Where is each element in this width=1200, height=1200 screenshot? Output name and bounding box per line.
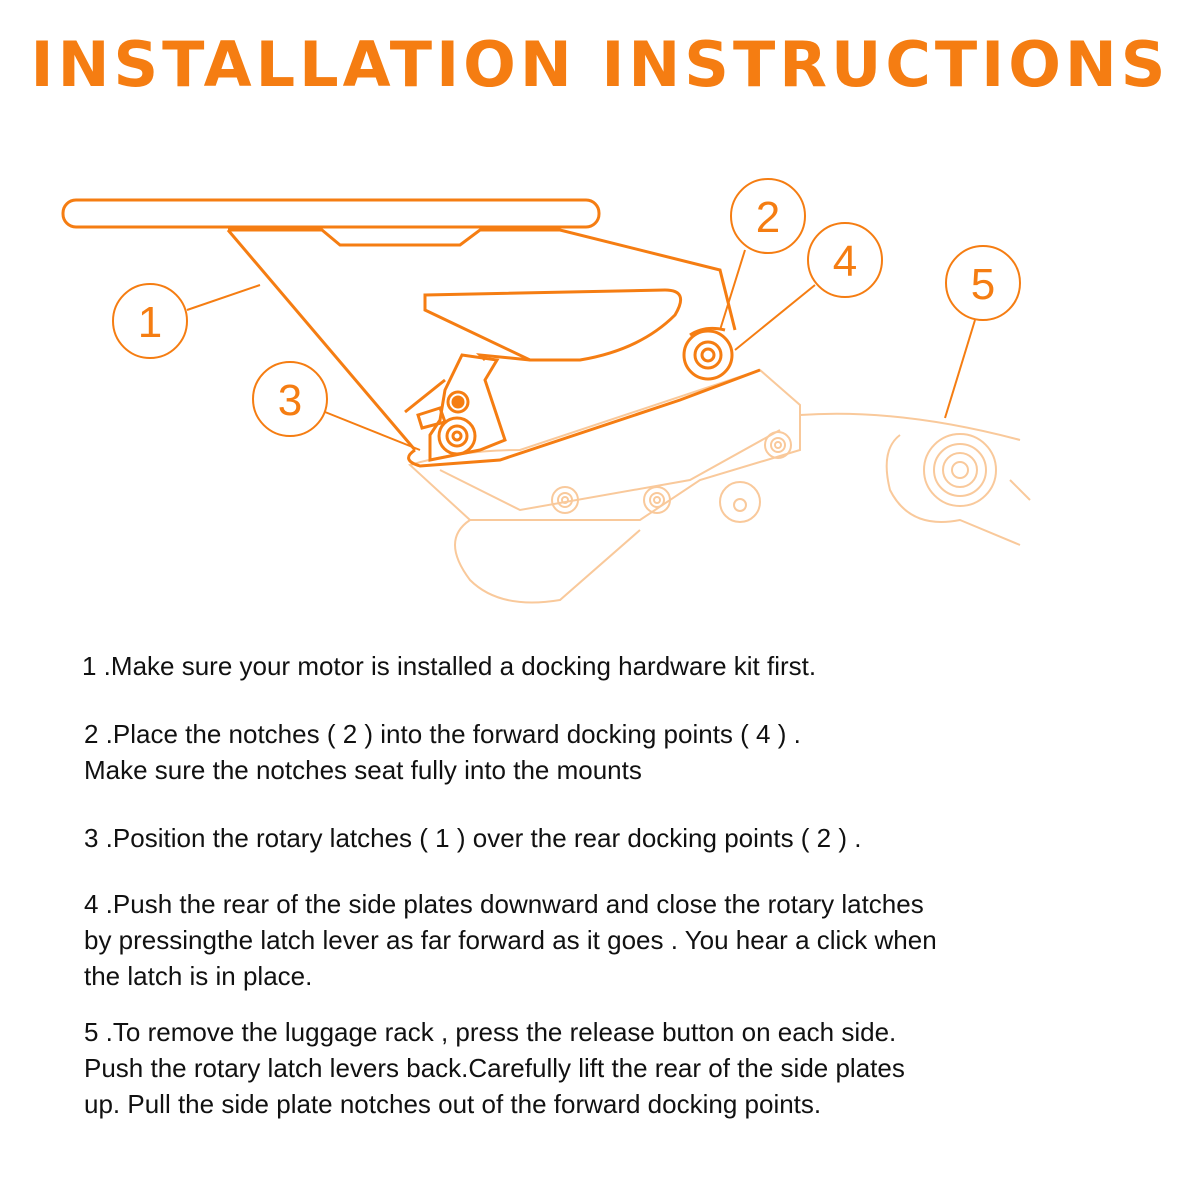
forward-docking-point xyxy=(684,328,732,379)
step-line: the latch is in place. xyxy=(84,961,313,991)
callout-2 xyxy=(720,179,805,330)
step-line: by pressingthe latch lever as far forward as it goes . You hear a click when xyxy=(84,925,937,955)
step-line: 3 .Position the rotary latches ( 1 ) over the rear docking points ( 2 ) . xyxy=(84,823,862,853)
step-line: 4 .Push the rear of the side plates downward and close the rotary latches xyxy=(84,889,924,919)
luggage-rack-diagram xyxy=(0,150,1200,620)
svg-text:2: 2 xyxy=(755,193,781,242)
instruction-step-4 xyxy=(84,886,937,994)
instruction-step-1 xyxy=(82,648,816,684)
svg-text:3: 3 xyxy=(277,376,303,425)
step-line: 5 .To remove the luggage rack , press the release button on each side. xyxy=(84,1017,897,1047)
step-line: Push the rotary latch levers back.Carefully lift the rear of the side plates xyxy=(84,1053,905,1083)
step-line: up. Pull the side plate notches out of the forward docking points. xyxy=(84,1089,822,1119)
step-line: 1 .Make sure your motor is installed a docking hardware kit first. xyxy=(82,651,817,681)
callout-5 xyxy=(945,246,1020,418)
step-line: Make sure the notches seat fully into the mounts xyxy=(84,755,642,785)
step-line: 2 .Place the notches ( 2 ) into the forward docking points ( 4 ) . xyxy=(84,719,801,749)
callout-3 xyxy=(253,362,420,450)
rotary-latch xyxy=(418,355,505,460)
svg-text:4: 4 xyxy=(832,237,858,286)
instruction-step-5 xyxy=(84,1014,905,1122)
svg-text:5: 5 xyxy=(970,260,996,309)
callout-1 xyxy=(113,284,260,358)
instruction-step-3 xyxy=(84,820,861,856)
page-title: INSTALLATION INSTRUCTIONS xyxy=(30,28,1170,101)
svg-text:1: 1 xyxy=(137,298,163,347)
instruction-step-2 xyxy=(84,716,801,788)
bike-frame xyxy=(410,370,1030,603)
